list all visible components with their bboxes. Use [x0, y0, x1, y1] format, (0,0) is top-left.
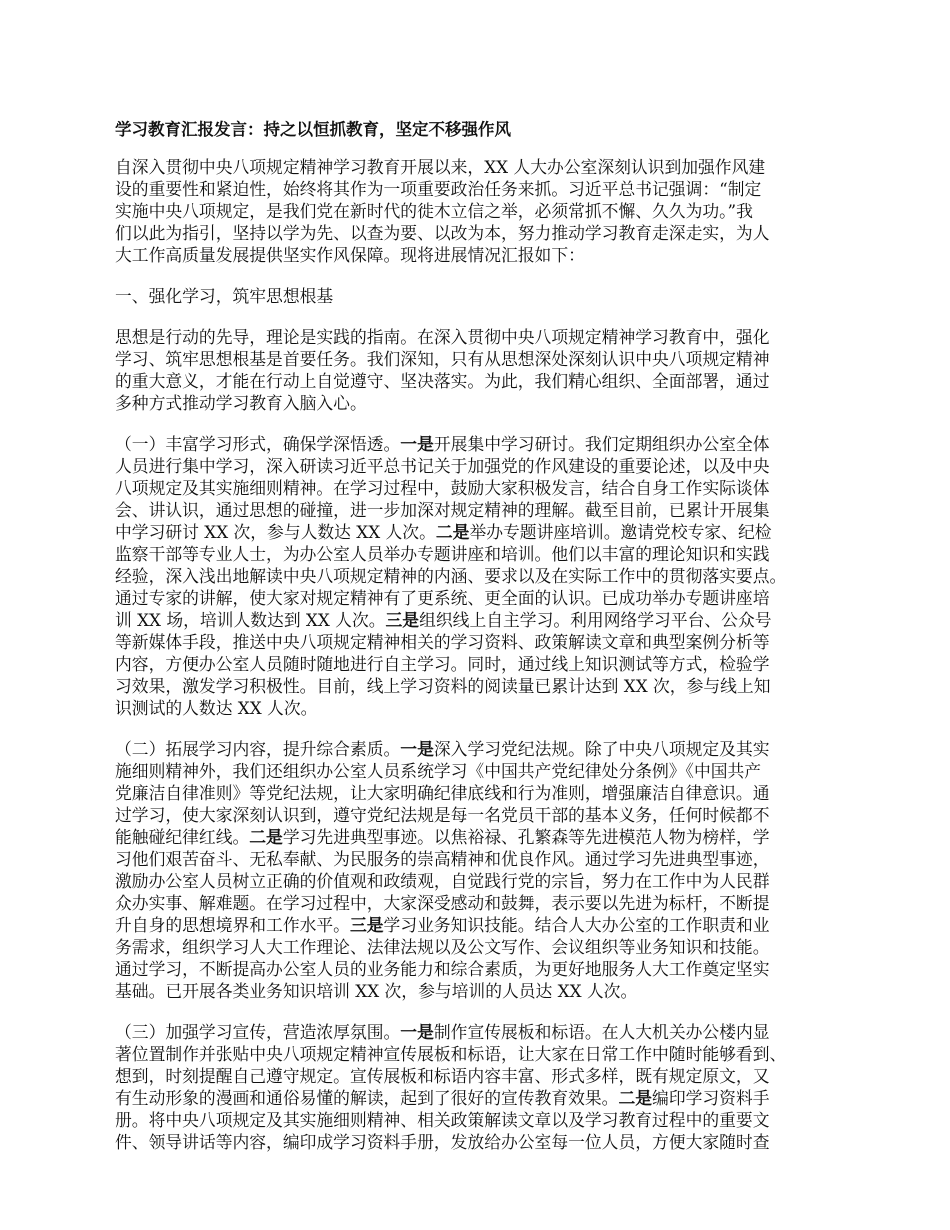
text-segment: 众办实事、解难题。在学习过程中，大家深受感动和鼓舞，表示要以先进为标杆，不断提 — [115, 893, 770, 913]
text-line — [115, 609, 875, 631]
text-segment: 制作宣传展板和标语。在人大机关办公楼内显 — [433, 1022, 770, 1042]
text-segment: 通过学习，不断提高办公室人员的业务能力和综合素质，为更好地服务人大工作奠定坚实 — [115, 959, 770, 979]
bold-keyword: 二是 — [435, 522, 470, 542]
text-segment: 经验，深入浅出地解读中央八项规定精神的内涵、要求以及在实际工作中的贯彻落实要点。 — [115, 566, 787, 586]
text-segment: 习效果，激发学习积极性。目前，线上学习资料的阅读量已累计达到 XX 次，参与线上知 — [115, 676, 771, 696]
text-segment: 设的重要性和紧迫性，始终将其作为一项重要政治任务来抓。习近平总书记强调：“制定 — [115, 179, 762, 199]
text-segment: 会、讲认识，通过思想的碰撞，进一步加深对规定精神的理解。截至目前，已累计开展集 — [115, 500, 770, 520]
bold-keyword: 一是 — [400, 1022, 434, 1042]
text-line — [115, 675, 875, 697]
text-line — [115, 156, 875, 178]
text-segment: 等新媒体手段，推送中央八项规定精神相关的学习资料、政策解读文章和典型案例分析等 — [115, 632, 770, 652]
text-line — [115, 914, 875, 936]
text-segment: （二）拓展学习内容，提升综合素质。 — [115, 739, 401, 759]
text-line — [115, 244, 875, 266]
text-line — [115, 826, 875, 848]
text-segment: 实施中央八项规定，是我们党在新时代的徙木立信之举，必须常抓不懈、久久为功。”我 — [115, 201, 753, 221]
text-segment: 编印学习资料手 — [652, 1088, 770, 1108]
subsection-1-paragraph — [115, 433, 875, 719]
text-line — [115, 697, 875, 719]
text-line — [115, 521, 875, 543]
text-line — [115, 1043, 875, 1065]
text-segment: 开展集中学习研讨。我们定期组织办公室全体 — [433, 434, 770, 454]
document-title: 学习教育汇报发言：持之以恒抓教育，坚定不移强作风 — [115, 120, 511, 139]
text-line — [115, 1021, 875, 1043]
text-segment: 想到，时刻提醒自己遵守规定。宣传展板和标语内容丰富、形式多样，既有规定原文，又 — [115, 1066, 770, 1086]
text-segment: 们以此为指引，坚持以学为先、以查为要、以改为本，努力推动学习教育走深走实，为人 — [115, 223, 770, 243]
text-line — [115, 587, 875, 609]
text-line — [115, 936, 875, 958]
text-segment: 基础。已开展各类业务知识培训 XX 次，参与培训的人员达 XX 人次。 — [115, 981, 638, 1001]
text-segment: 激励办公室人员树立正确的价值观和政绩观，自觉践行党的宗旨，努力在工作中为人民群 — [115, 871, 770, 891]
text-line — [115, 326, 875, 348]
text-line — [115, 848, 875, 870]
text-line — [115, 392, 875, 414]
text-segment: 思想是行动的先导，理论是实践的指南。在深入贯彻中央八项规定精神学习教育中，强化 — [115, 327, 770, 347]
text-segment: 人员进行集中学习，深入研读习近平总书记关于加强党的作风建设的重要论述，以及中央 — [115, 456, 770, 476]
text-line — [115, 1131, 875, 1153]
text-segment: 务需求，组织学习人大工作理论、法律法规以及公文写作、会议组织等业务知识和技能。 — [115, 937, 770, 957]
text-line — [115, 738, 875, 760]
text-line — [115, 653, 875, 675]
text-segment: 一、强化学习，筑牢思想根基 — [115, 286, 334, 306]
bold-keyword: 三是 — [385, 610, 420, 630]
text-segment: 八项规定及其实施细则精神。在学习过程中，鼓励大家积极发言，结合自身工作实际谈体 — [115, 478, 770, 498]
document-body — [115, 156, 875, 1153]
text-segment: 施细则精神外，我们还组织办公室人员系统学习《中国共产党纪律处分条例》《中国共产 — [115, 761, 762, 781]
text-line — [115, 370, 875, 392]
text-line — [115, 348, 875, 370]
document-page — [115, 119, 875, 1172]
text-line — [115, 782, 875, 804]
text-segment: 深入学习党纪法规。除了中央八项规定及其实 — [433, 739, 770, 759]
text-line — [115, 980, 875, 1002]
bold-keyword: 二是 — [618, 1088, 653, 1108]
text-segment: 学习先进典型事迹。以焦裕禄、孔繁森等先进模范人物为榜样，学 — [282, 827, 770, 847]
text-segment: 内容，方便办公室人员随时随地进行自主学习。同时，通过线上知识测试等方式，检验学 — [115, 654, 770, 674]
text-line — [115, 565, 875, 587]
text-line — [115, 200, 875, 222]
bold-keyword: 三是 — [349, 915, 384, 935]
text-line — [115, 631, 875, 653]
text-segment: 学习、筑牢思想根基是首要任务。我们深知，只有从思想深处深刻认识中央八项规定精神 — [115, 349, 770, 369]
text-line — [115, 543, 875, 565]
text-segment: 能触碰纪律红线。 — [115, 827, 250, 847]
text-line — [115, 870, 875, 892]
text-segment: 自深入贯彻中央八项规定精神学习教育开展以来，XX 人大办公室深刻认识到加强作风建 — [115, 157, 766, 177]
text-segment: 著位置制作并张贴中央八项规定精神宣传展板和标语，让大家在日常工作中随时能够看到、 — [115, 1044, 787, 1064]
text-segment: 大工作高质量发展提供坚实作风保障。现将进展情况汇报如下： — [115, 245, 585, 265]
bold-keyword: 二是 — [249, 827, 283, 847]
text-line — [115, 892, 875, 914]
text-segment: 过学习，使大家深刻认识到，遵守党纪法规是每一名党员干部的基本义务，任何时候都不 — [115, 805, 770, 825]
text-line — [115, 477, 875, 499]
text-segment: 的重大意义，才能在行动上自觉遵守、坚决落实。为此，我们精心组织、全面部署，通过 — [115, 371, 770, 391]
text-line — [115, 760, 875, 782]
text-segment: 通过专家的讲解，使大家对规定精神有了更系统、更全面的认识。已成功举办专题讲座培 — [115, 588, 770, 608]
section-heading — [115, 285, 875, 307]
text-segment: 识测试的人数达 XX 人次。 — [115, 698, 318, 718]
text-line — [115, 499, 875, 521]
text-segment: 多种方式推动学习教育入脑入心。 — [115, 393, 367, 413]
text-line — [115, 285, 875, 307]
text-line — [115, 804, 875, 826]
bold-keyword: 一是 — [400, 739, 434, 759]
text-segment: 举办专题讲座培训。邀请党校专家、纪检 — [469, 522, 772, 542]
text-segment: 件、领导讲话等内容，编印成学习资料手册，发放给办公室每一位人员，方便大家随时查 — [115, 1132, 770, 1152]
text-segment: 学习业务知识技能。结合人大办公室的工作职责和业 — [383, 915, 770, 935]
text-line — [115, 1087, 875, 1109]
text-line — [115, 178, 875, 200]
text-segment: 习他们艰苦奋斗、无私奉献、为民服务的崇高精神和优良作风。通过学习先进典型事迹， — [115, 849, 770, 869]
text-segment: 册。将中央八项规定及其实施细则精神、相关政策解读文章以及学习教育过程中的重要文 — [115, 1110, 770, 1130]
text-segment: 升自身的思想境界和工作水平。 — [115, 915, 350, 935]
text-line — [115, 958, 875, 980]
subsection-3-paragraph — [115, 1021, 875, 1153]
text-segment: 监察干部等专业人士，为办公室人员举办专题讲座和培训。他们以丰富的理论知识和实践 — [115, 544, 770, 564]
text-segment: 训 XX 场，培训人数达到 XX 人次。 — [115, 610, 386, 630]
text-line — [115, 222, 875, 244]
text-segment: 中学习研讨 XX 次，参与人数达 XX 人次。 — [115, 522, 436, 542]
subsection-2-paragraph — [115, 738, 875, 1002]
bold-keyword: 一是 — [400, 434, 434, 454]
text-segment: 有生动形象的漫画和通俗易懂的解读，起到了很好的宣传教育效果。 — [115, 1088, 619, 1108]
intro-paragraph — [115, 156, 875, 266]
text-segment: （一）丰富学习形式，确保学深悟透。 — [115, 434, 401, 454]
text-segment: （三）加强学习宣传，营造浓厚氛围。 — [115, 1022, 401, 1042]
text-line — [115, 1109, 875, 1131]
text-line — [115, 1065, 875, 1087]
text-line — [115, 433, 875, 455]
section-intro-paragraph — [115, 326, 875, 414]
text-segment: 党廉洁自律准则》等党纪法规，让大家明确纪律底线和行为准则，增强廉洁自律意识。通 — [115, 783, 770, 803]
text-line — [115, 455, 875, 477]
text-segment: 组织线上自主学习。利用网络学习平台、公众号 — [419, 610, 772, 630]
